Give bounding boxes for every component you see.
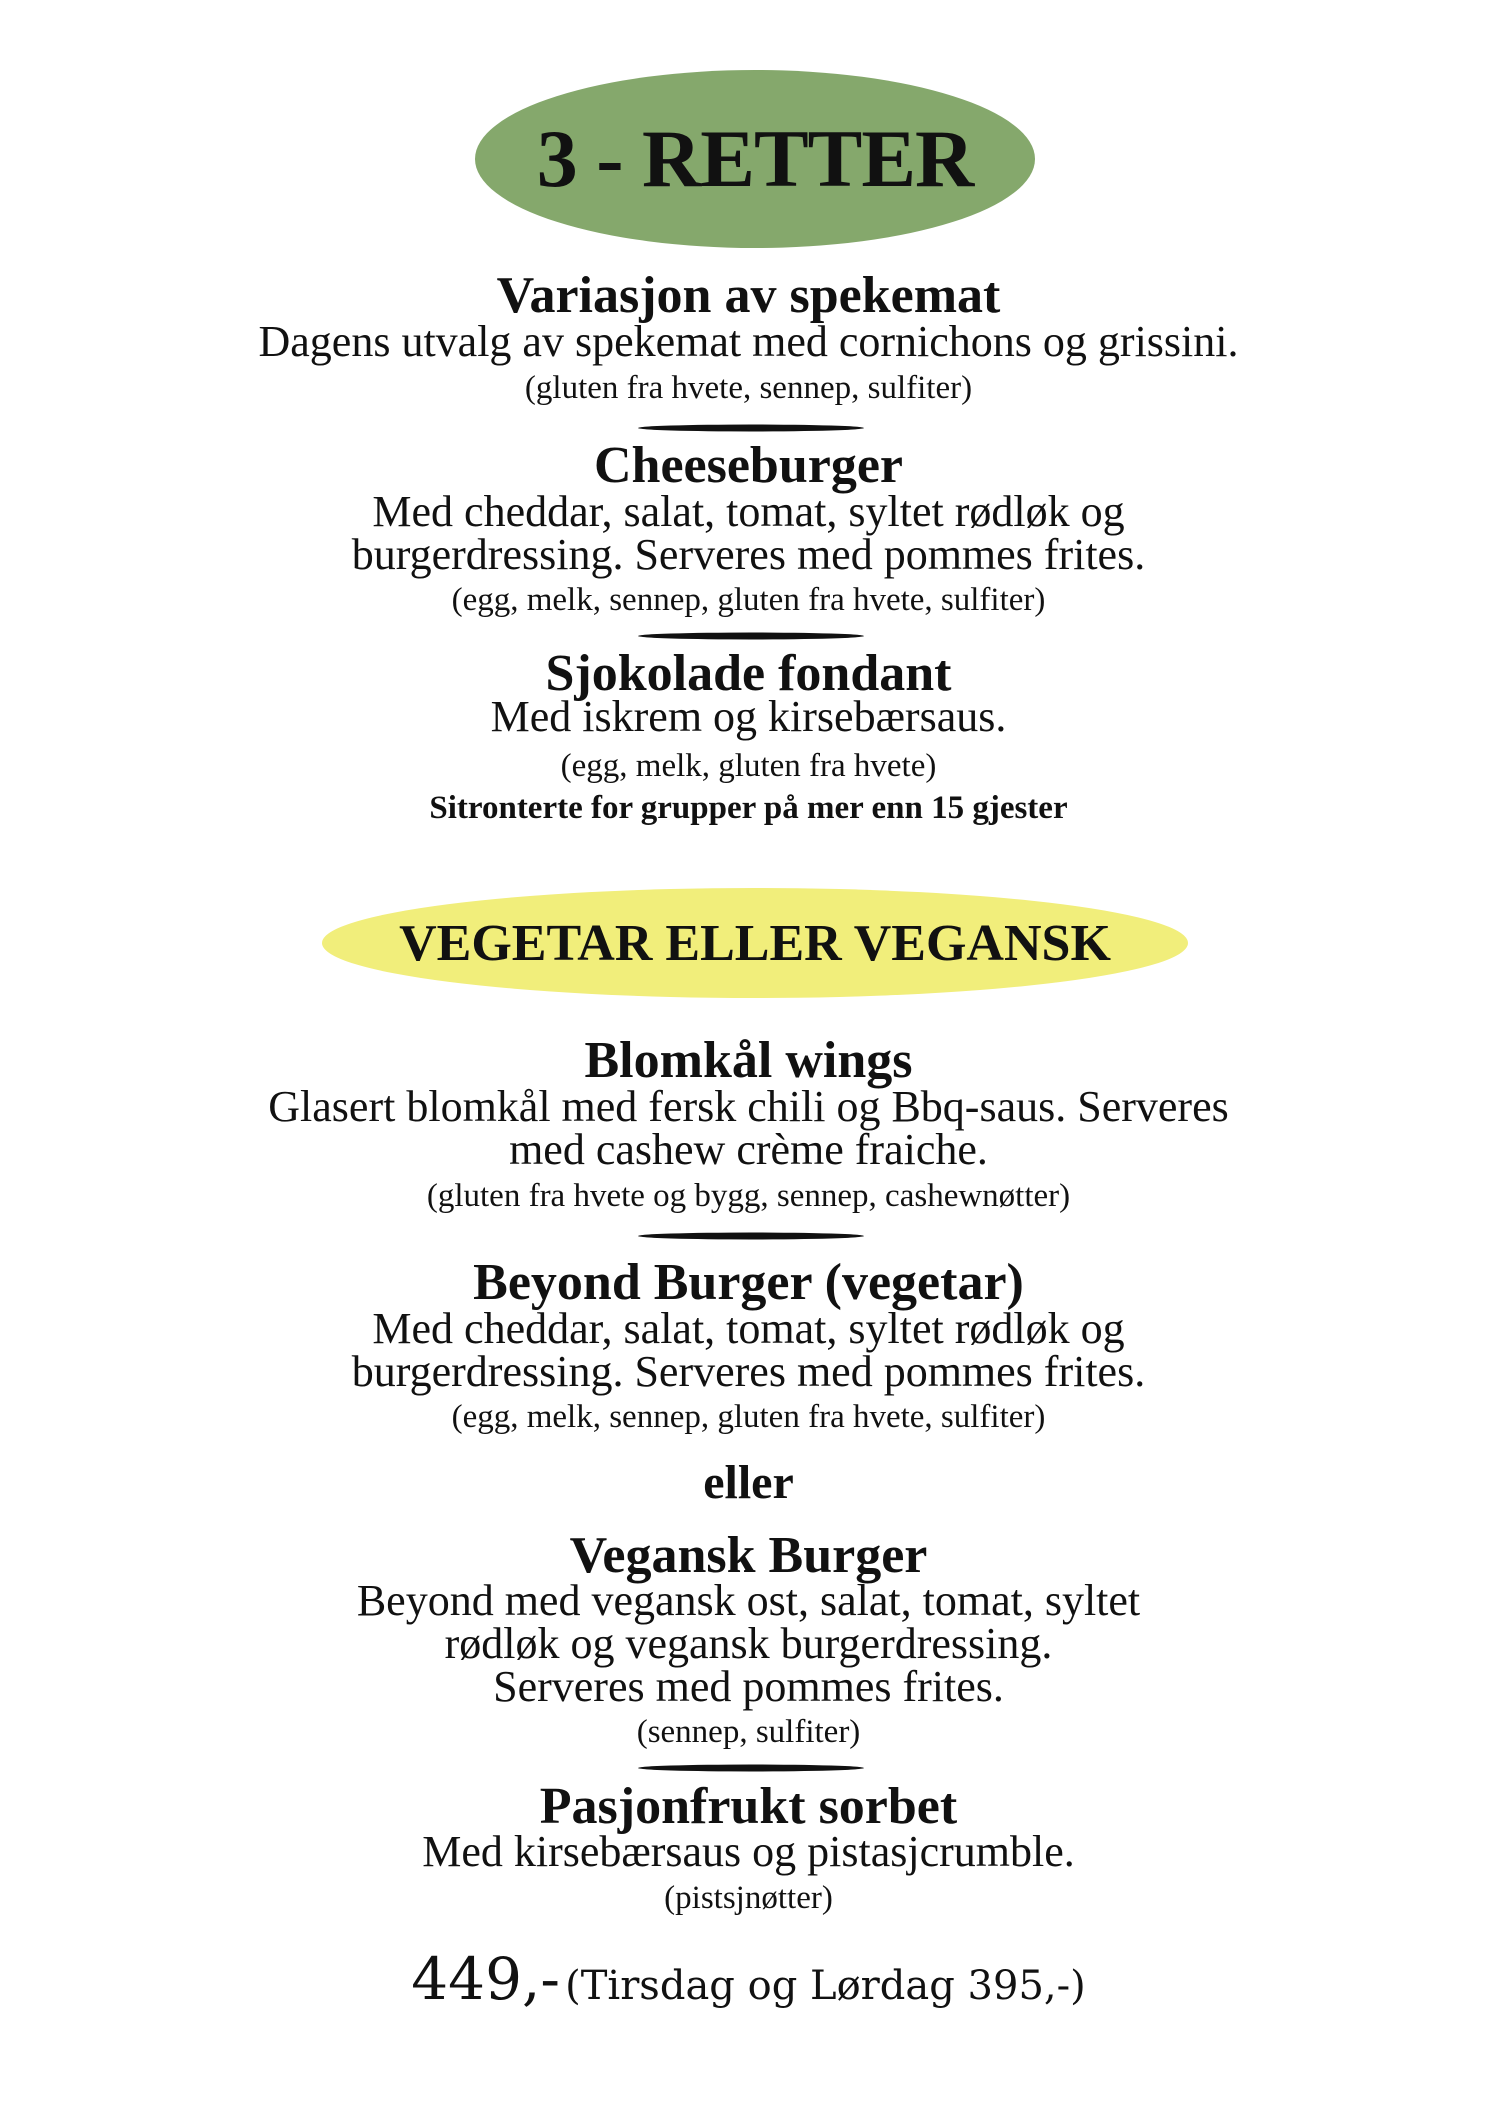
section-banner-3-retter	[475, 70, 1035, 248]
price-line	[0, 1945, 1497, 2013]
dish-description: burgerdressing. Serveres med pommes frites.	[351, 530, 1146, 579]
dish-allergens: (pistsjnøtter)	[664, 1880, 833, 1916]
divider	[638, 1232, 864, 1240]
dish-description: Med cheddar, salat, tomat, syltet rødløk og	[372, 487, 1125, 536]
section-banner-vegetar	[322, 888, 1188, 998]
price-details: (Tirsdag og Lørdag 395,-)	[565, 1963, 1086, 2009]
divider	[638, 1764, 864, 1772]
dish-description: Med kirsebærsaus og pistasjcrumble.	[422, 1827, 1075, 1876]
dish-allergens: (egg, melk, sennep, gluten fra hvete, sulfiter)	[451, 582, 1046, 618]
dish-name: Pasjonfrukt sorbet	[539, 1778, 958, 1835]
dish-description: Serveres med pommes frites.	[493, 1662, 1004, 1711]
dish-allergens: (egg, melk, sennep, gluten fra hvete, sulfiter)	[451, 1399, 1046, 1435]
dish-name: Sjokolade fondant	[545, 645, 952, 702]
dish-name: Cheeseburger	[593, 437, 904, 494]
dish-name: Vegansk Burger	[569, 1527, 928, 1584]
dish-description: med cashew crème fraiche.	[509, 1125, 988, 1174]
dish-allergens: (sennep, sulfiter)	[636, 1714, 861, 1750]
dish-description: Med cheddar, salat, tomat, syltet rødløk og	[372, 1304, 1125, 1353]
section-title: VEGETAR ELLER VEGANSK	[399, 914, 1111, 972]
dish-description: burgerdressing. Serveres med pommes frites.	[351, 1347, 1146, 1396]
dish-description: Med iskrem og kirsebærsaus.	[490, 692, 1007, 741]
or-label: eller	[703, 1456, 794, 1509]
dish-allergens: (egg, melk, gluten fra hvete)	[560, 748, 937, 784]
dish-description: Dagens utvalg av spekemat med cornichons og grissini.	[258, 317, 1239, 366]
dish-allergens: (gluten fra hvete og bygg, sennep, cashewnøtter)	[426, 1178, 1071, 1214]
dish-allergens: (gluten fra hvete, sennep, sulfiter)	[524, 370, 973, 406]
dish-name: Blomkål wings	[584, 1032, 913, 1089]
dish-description: Glasert blomkål med fersk chili og Bbq-saus. Serveres	[268, 1082, 1229, 1131]
dish-name: Variasjon av spekemat	[496, 267, 1001, 324]
dish-name: Beyond Burger (vegetar)	[473, 1254, 1024, 1311]
group-note: Sitronterte for grupper på mer enn 15 gjester	[429, 790, 1068, 826]
divider	[638, 424, 864, 432]
dish-description: Beyond med vegansk ost, salat, tomat, syltet	[356, 1576, 1141, 1625]
divider	[638, 632, 864, 640]
price-amount: 449,-	[411, 1945, 561, 2013]
dish-description: rødløk og vegansk burgerdressing.	[444, 1619, 1053, 1668]
section-title: 3 - RETTER	[536, 113, 974, 204]
